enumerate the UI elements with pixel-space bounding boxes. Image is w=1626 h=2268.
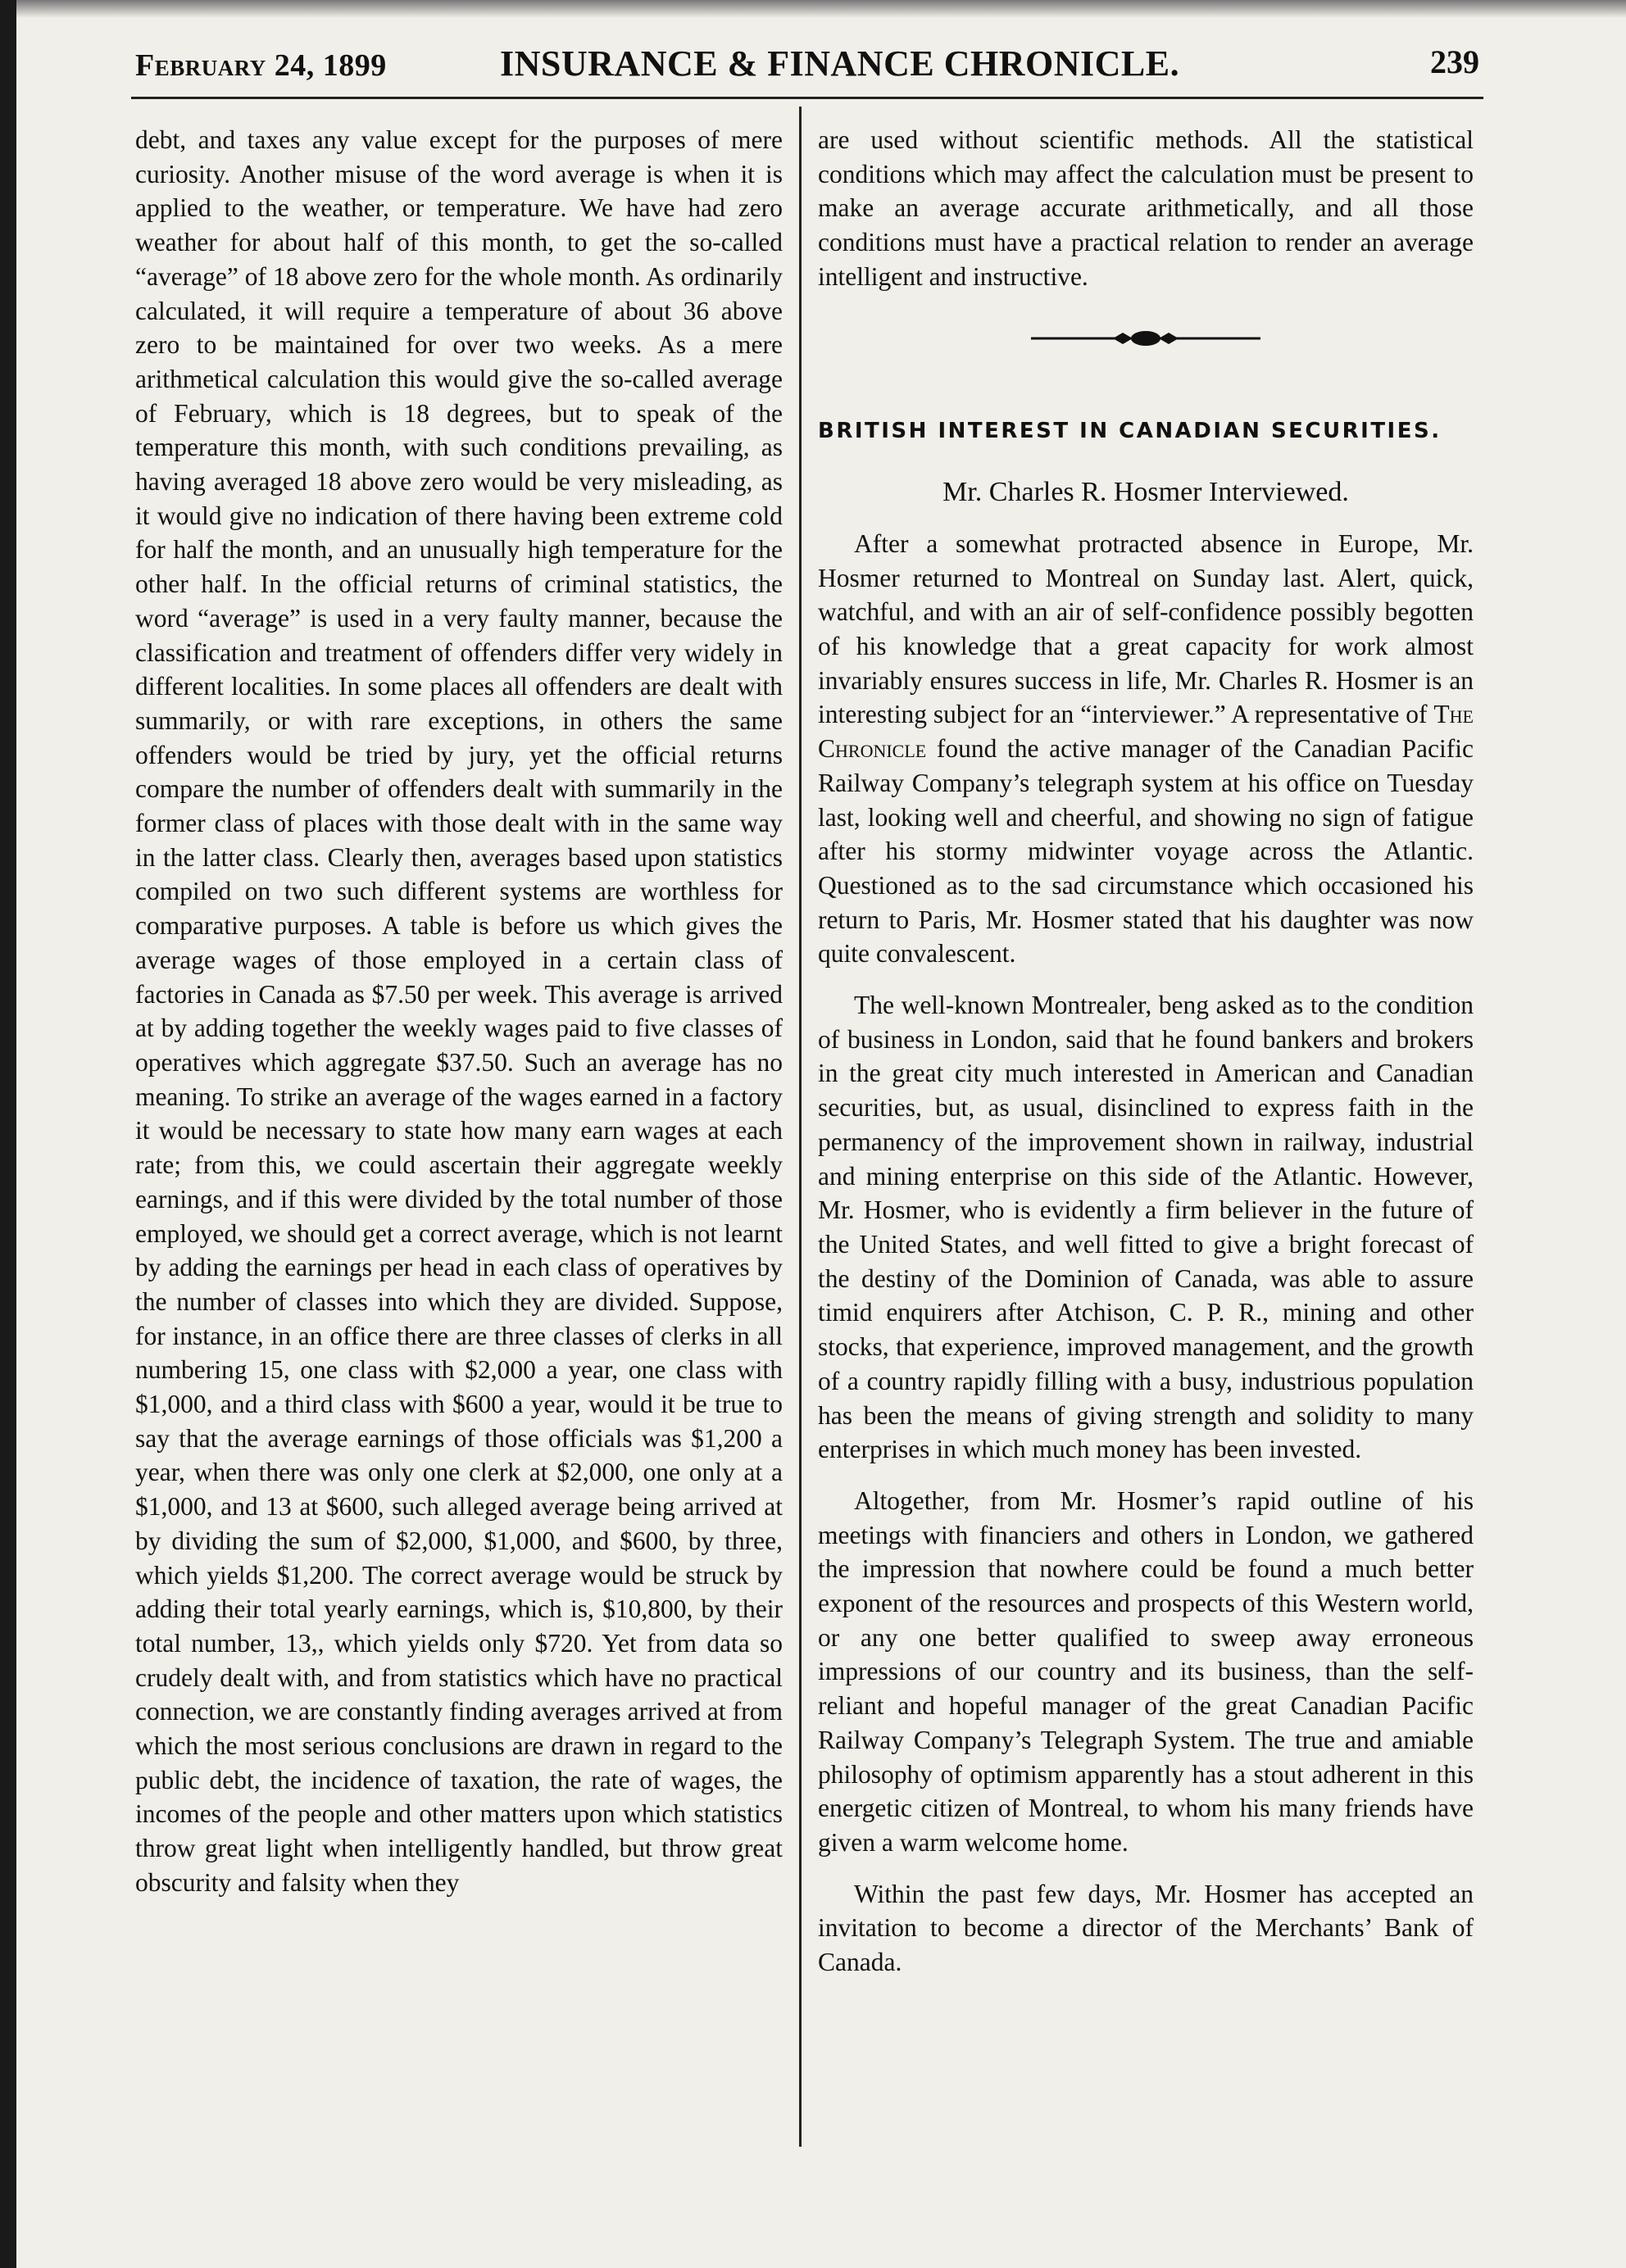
scan-binding-edge xyxy=(0,0,16,2268)
paragraph-text: found the active manager of the Canadian Pacific Railway Company’s telegraph system at his office on Tuesday last, looking well and cheerful, and showing no sign of fatigue after his stormy midwinter voyage across the Atlantic. Questioned as to the sad circumstance which occasioned his return to Paris, Mr. Hosmer stated that his daughter was now quite convalescent. xyxy=(818,734,1474,968)
article-subtitle: Mr. Charles R. Hosmer Interviewed. xyxy=(942,477,1349,508)
publication-name-smallcaps: The Chronicle xyxy=(818,700,1474,764)
section-divider-ornament xyxy=(1031,326,1260,351)
left-column xyxy=(135,123,783,1900)
page-number: 239 xyxy=(1430,43,1479,80)
article-paragraph-2: The well-known Montrealer, beng asked as to the condition of business in London, said that he found bankers and brokers in the great city much interested in American and Canadian securities, but, as usual, disinclined to express faith in the permanency of the improvement shown in railway, industrial and mining enterprise on this side of the Atlantic. However, Mr. Hosmer, who is evidently a firm believer in the future of the United States, and well fitted to give a bright forecast of the destiny of the Dominion of Canada, was able to assure timid enquirers after Atchison, C. P. R., mining and other stocks, that experience, improved management, and the growth of a country rapidly filling with a busy, industrious population has been the means of giving strength and solidity to many enterprises in which much money has been invested. xyxy=(818,991,1474,1464)
right-column xyxy=(818,123,1474,1980)
paragraph-text: After a somewhat protracted absence in Europe, Mr. Hosmer returned to Montreal on Sunday last. Alert, quick, watchful, and with an air of self-confidence possibly begotten of his knowledge that a great capacity for work almost invariably ensures success in life, Mr. Charles R. Hosmer is an interesting subject for an “interviewer.” A representative of xyxy=(818,528,1474,729)
running-header xyxy=(135,43,1479,92)
section-title: BRITISH INTEREST IN CANADIAN SECURITIES. xyxy=(818,418,1442,443)
article-paragraph-1 xyxy=(818,527,1474,971)
scan-top-edge xyxy=(0,0,1626,18)
column-divider xyxy=(799,107,802,2147)
article-paragraph-3: Altogether, from Mr. Hosmer’s rapid outline of his meetings with financiers and others in London, we gathered the impression that nowhere could be found a much better exponent of the resources and prospects of this Western world, or any one better qualified to sweep away erroneous impressions of our country and its business, than the self-reliant and hopeful manager of the great Canadian Pacific Railway Company’s Telegraph System. The true and amiable philosophy of optimism apparently has a stout adherent in this energetic citizen of Montreal, to whom his many friends have given a warm welcome home. xyxy=(818,1486,1474,1857)
header-date: February 24, 1899 xyxy=(135,48,387,83)
article-paragraph-4: Within the past few days, Mr. Hosmer has accepted an invitation to become a director of the Merchants’ Bank of Canada. xyxy=(818,1879,1474,1977)
header-rule xyxy=(131,97,1483,99)
article-paragraph: debt, and taxes any value except for the purposes of mere curiosity. Another misuse of the word average is when it is applied to the weather, or temperature. We have had zero weather for about half of this month, to get the so-called “average” of 18 above zero for the whole month. As ordinarily calculated, it will require a temperature of about 36 above zero to be maintained for over two weeks. As a mere arithmetical calculation this would give the so-called average of February, which is 18 degrees, but to speak of the temperature this month, with such conditions prevailing, as having averaged 18 above zero would be very misleading, as it would give no indication of there having been extreme cold for half the month, and an unusually high temperature for the other half. In the official returns of criminal statistics, the word “average” is used in a very faulty manner, because the classification and treatment of offenders differ very widely in different localities. In some places all offenders are dealt with summarily, or with rare exceptions, in others the same offenders would be tried by jury, yet the official returns compare the number of offenders dealt with summarily in the former class of places with those dealt with in the same way in the latter class. Clearly then, averages based upon statistics compiled on two such different systems are worthless for comparative purposes. A table is before us which gives the average wages of those employed in a certain class of factories in Canada as $7.50 per week. This average is arrived at by adding together the weekly wages paid to five classes of operatives which aggregate $37.50. Such an average has no meaning. To strike an average of the wages earned in a factory it would be necessary to state how many earn wages at each rate; from this, we could ascertain their aggregate weekly earnings, and if this were divided by the total number of those employed, we should get a correct average, which is not learnt by adding the earnings per head in each class of operatives by the number of classes into which they are divided. Suppose, for instance, in an office there are three classes of clerks in all numbering 15, one class with $2,000 a year, one class with $1,000, and a third class with $600 a year, would it be true to say that the average earnings of those officials was $1,200 a year, when there was only one clerk at $2,000, one only at a $1,000, and 13 at $600, such alleged average being arrived at by dividing the sum of $2,000, $1,000, and $600, by three, which yields $1,200. The correct average would be struck by adding their total yearly earnings, which is, $10,800, by their total number, 13,, which yields only $720. Yet from data so crudely dealt with, and from statistics which have no practical connection, we are constantly finding averages arrived at from which the most serious conclusions are drawn in regard to the public debt, the incidence of taxation, the rate of wages, the incomes of the people and other matters upon which statistics throw great light when intelligently handled, but throw great obscurity and falsity when they xyxy=(135,125,783,1897)
publication-title: INSURANCE & FINANCE CHRONICLE. xyxy=(500,43,1180,84)
article-continuation: are used without scientific methods. All the statistical conditions which may affect the calculation must be present to make an average accurate arithmetically, and all those conditions must have a practical relation to render an average intelligent and instructive. xyxy=(818,125,1474,291)
